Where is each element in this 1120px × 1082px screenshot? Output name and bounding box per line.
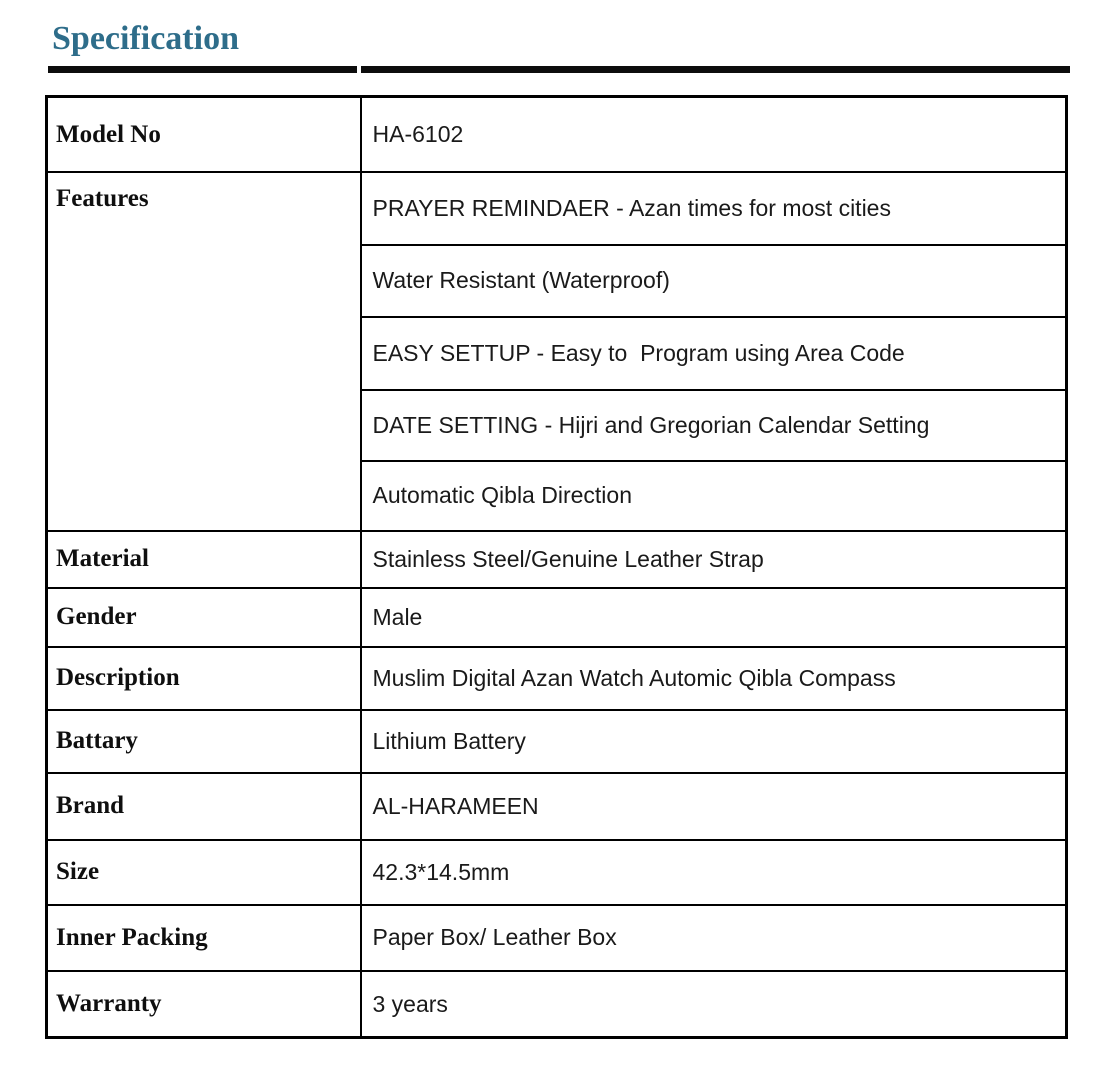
spec-row-value: DATE SETTING - Hijri and Gregorian Calendar Setting <box>361 390 1067 461</box>
spec-row-value: EASY SETTUP - Easy to Program using Area Code <box>361 317 1067 390</box>
spec-row-label: Brand <box>47 773 361 840</box>
spec-row-label: Description <box>47 647 361 710</box>
spec-row-value: Lithium Battery <box>361 710 1067 773</box>
spec-row-value: 42.3*14.5mm <box>361 840 1067 905</box>
table-row <box>47 588 1067 647</box>
table-row <box>47 971 1067 1038</box>
table-row <box>47 97 1067 172</box>
spec-row-label: Material <box>47 531 361 588</box>
spec-row-value: HA-6102 <box>361 97 1067 172</box>
spec-row-label: Warranty <box>47 971 361 1038</box>
spec-row-value: AL-HARAMEEN <box>361 773 1067 840</box>
table-row <box>47 773 1067 840</box>
table-row <box>47 710 1067 773</box>
title-underline-left-segment <box>48 66 357 73</box>
spec-row-label: Model No <box>47 97 361 172</box>
spec-row-value: PRAYER REMINDAER - Azan times for most cities <box>361 172 1067 245</box>
spec-row-label: Features <box>47 172 361 531</box>
table-row <box>47 531 1067 588</box>
spec-row-value: Paper Box/ Leather Box <box>361 905 1067 971</box>
title-underline <box>48 66 1120 73</box>
table-row <box>47 172 1067 245</box>
table-row <box>47 647 1067 710</box>
table-row <box>47 905 1067 971</box>
spec-row-label: Gender <box>47 588 361 647</box>
spec-row-label: Battary <box>47 710 361 773</box>
spec-row-value: Muslim Digital Azan Watch Automic Qibla Compass <box>361 647 1067 710</box>
spec-row-value: Automatic Qibla Direction <box>361 461 1067 531</box>
page-title: Specification <box>52 20 239 57</box>
spec-row-value: Male <box>361 588 1067 647</box>
spec-row-value: 3 years <box>361 971 1067 1038</box>
spec-row-value: Water Resistant (Waterproof) <box>361 245 1067 317</box>
spec-row-value: Stainless Steel/Genuine Leather Strap <box>361 531 1067 588</box>
table-row <box>47 840 1067 905</box>
spec-row-label: Inner Packing <box>47 905 361 971</box>
title-underline-right-segment <box>361 66 1070 73</box>
specification-table <box>45 95 1068 1039</box>
spec-row-label: Size <box>47 840 361 905</box>
